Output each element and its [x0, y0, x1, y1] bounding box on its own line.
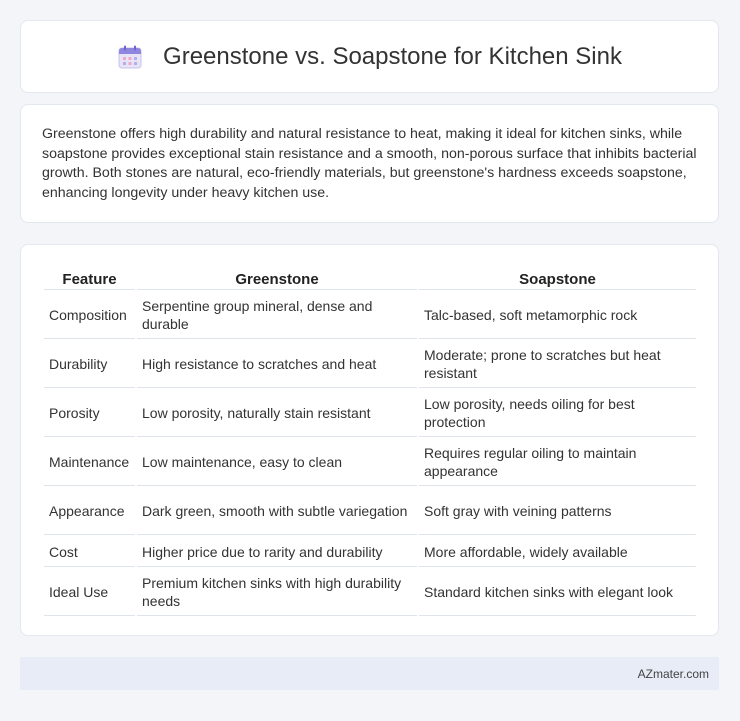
- intro-card: [20, 104, 719, 223]
- cell-soapstone: More affordable, widely available: [419, 537, 696, 567]
- header-feature: Feature: [44, 268, 135, 290]
- cell-soapstone: Talc-based, soft metamorphic rock: [419, 292, 696, 339]
- footer-brand[interactable]: AZmater.com: [637, 666, 709, 681]
- table-header-row: [44, 268, 696, 290]
- header-soapstone: Soapstone: [419, 268, 696, 290]
- header-greenstone: Greenstone: [137, 268, 417, 290]
- calendar-icon: [117, 44, 143, 70]
- cell-greenstone: Low maintenance, easy to clean: [137, 439, 417, 486]
- cell-soapstone: Moderate; prone to scratches but heat resistant: [419, 341, 696, 388]
- comparison-card: [20, 244, 719, 636]
- footer-bar: [20, 657, 719, 690]
- cell-greenstone: Premium kitchen sinks with high durability needs: [137, 569, 417, 616]
- cell-soapstone: Requires regular oiling to maintain appearance: [419, 439, 696, 486]
- table-row: [44, 569, 696, 616]
- page-title: Greenstone vs. Soapstone for Kitchen Sink: [163, 42, 622, 70]
- title-card: [20, 20, 719, 93]
- table-row: [44, 390, 696, 437]
- cell-greenstone: Dark green, smooth with subtle variegation: [137, 488, 417, 535]
- cell-feature: Maintenance: [44, 439, 135, 486]
- cell-feature: Cost: [44, 537, 135, 567]
- cell-greenstone: Higher price due to rarity and durability: [137, 537, 417, 567]
- cell-feature: Ideal Use: [44, 569, 135, 616]
- comparison-table: [42, 266, 698, 618]
- table-row: [44, 439, 696, 486]
- cell-soapstone: Standard kitchen sinks with elegant look: [419, 569, 696, 616]
- table-row: [44, 341, 696, 388]
- intro-paragraph: Greenstone offers high durability and natural resistance to heat, making it ideal for kitchen sinks, while soapstone provides exceptional stain resistance and a smooth, non-porous surface that inhibits bacterial growth. Both stones are natural, eco-friendly materials, but greenstone's hardness exceeds soapstone, enhancing longevity under heavy kitchen use.: [42, 126, 697, 201]
- cell-greenstone: Serpentine group mineral, dense and durable: [137, 292, 417, 339]
- cell-feature: Durability: [44, 341, 135, 388]
- cell-greenstone: High resistance to scratches and heat: [137, 341, 417, 388]
- table-row: [44, 488, 696, 535]
- cell-greenstone: Low porosity, naturally stain resistant: [137, 390, 417, 437]
- table-row: [44, 292, 696, 339]
- cell-soapstone: Soft gray with veining patterns: [419, 488, 696, 535]
- cell-feature: Composition: [44, 292, 135, 339]
- table-row: [44, 537, 696, 567]
- cell-feature: Appearance: [44, 488, 135, 535]
- cell-feature: Porosity: [44, 390, 135, 437]
- cell-soapstone: Low porosity, needs oiling for best protection: [419, 390, 696, 437]
- title-wrap: [117, 43, 622, 71]
